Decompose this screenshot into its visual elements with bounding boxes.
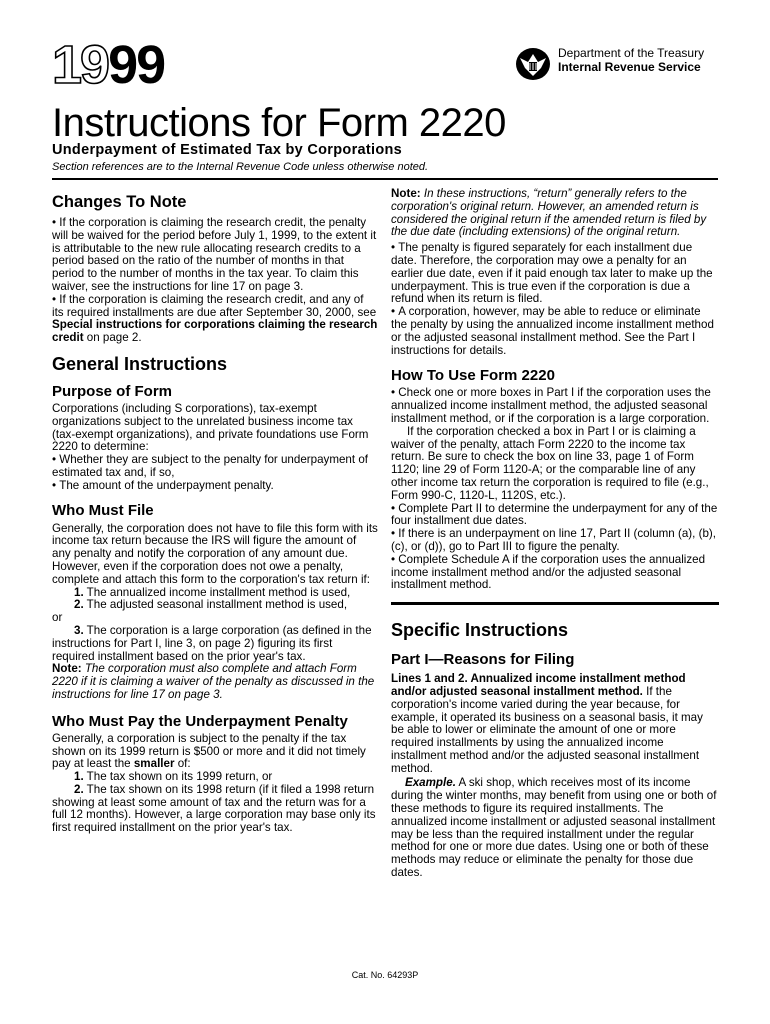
right-column <box>391 188 719 880</box>
who-must-pay-item-2: 2. The tax shown on its 1998 return (if it filed a 1998 return showing at least some amount of tax and the return was for a full 12 months). However, a large corporation may base only its first required installment on the prior year's tax. <box>52 782 376 835</box>
how-to-bullet-4: • Complete Schedule A if the corporation uses the annualized income installment method and/or the adjusted seasonal installment method. <box>391 554 719 592</box>
how-to-bullet-2: • Complete Part II to determine the underpayment for any of the four installment due dates. <box>391 503 719 529</box>
left-column <box>52 188 378 835</box>
who-must-pay-item-1: 1. The tax shown on its 1999 return, or <box>74 770 273 784</box>
how-to-paragraph: If the corporation checked a box in Part I or is claiming a waiver of the penalty, attach Form 2220 to the income tax return. Be sure to check the box on line 33, page 1 of Form 1120; line 29 of Form 1120-A; or the comparable line of any other income tax return the corporation is required to file (e.g., Form 990-C, 1120-L, 1120S, etc.). <box>391 424 709 502</box>
page-subtitle: Underpayment of Estimated Tax by Corporations <box>52 142 403 158</box>
agency-irs: Internal Revenue Service <box>558 60 701 74</box>
section-divider <box>391 602 719 605</box>
purpose-text: Corporations (including S corporations), tax-exempt organizations subject to the unrelated business income tax (tax-exempt organizations), and private foundations use Form 2220 to determine: <box>52 401 369 454</box>
header-divider <box>52 178 718 180</box>
penalty-bullet-1: • The penalty is figured separately for each installment due date. Therefore, the corporation may owe a penalty for an earlier due date, even if it paid enough tax later to make up the underpayment. This is true even if the corporation is due a refund when its return is filed. <box>391 242 719 306</box>
who-must-file-item-1: 1. The annualized income installment method is used, <box>74 585 351 599</box>
purpose-bullet-2: • The amount of the underpayment penalty. <box>52 480 378 493</box>
who-must-file-note: Note: The corporation must also complete and attach Form 2220 if it is claiming a waiver of the penalty as discussed in the instructions for line 17 on page 3. <box>52 662 375 701</box>
catalog-number: Cat. No. 64293P <box>351 970 419 980</box>
purpose-heading: Purpose of Form <box>52 382 173 400</box>
example-text: Example. A ski shop, which receives most of its income during the winter months, may benefit from using one or both of these methods to figure its required installments. The annualized income installment or adjusted seasonal installment may be less than the required installment under the regular method for one or more due dates. Using one or both of these methods may reduce or eliminate the penalty for those due dates. <box>391 776 717 880</box>
who-must-pay-text: Generally, a corporation is subject to the penalty if the tax shown on its 1999 return is $500 or more and it did not timely pay at least the smaller of: <box>52 731 366 771</box>
page-title: Instructions for Form 2220 <box>52 101 506 145</box>
year-bold-digits: 99 <box>108 35 165 95</box>
how-to-bullet-1: • Check one or more boxes in Part I if the corporation uses the annualized income installment method, the adjusted seasonal installment method, or if the corporation is a large corporation. <box>391 387 719 425</box>
form-year <box>52 35 165 95</box>
penalty-bullet-2: • A corporation, however, may be able to reduce or eliminate the penalty by using the annualized income installment method or the adjusted seasonal installment method. See the Part I instructions for details. <box>391 306 719 357</box>
lines-1-2-text: Lines 1 and 2. Annualized income installment method and/or adjusted seasonal installment method. If the corporation's income varied during the year because, for example, it operated its business on a seasonal basis, it may be able to lower or eliminate the amount of one or more required installments by using the annualized income installment method and/or the adjusted seasonal installment method. <box>391 672 703 775</box>
who-must-file-item-2: 2. The adjusted seasonal installment method is used, <box>74 598 348 612</box>
part1-heading: Part I—Reasons for Filing <box>391 651 575 669</box>
who-must-file-text: Generally, the corporation does not have to file this form with its income tax return because the IRS will figure the amount of any penalty and notify the corporation of any amount due. However, even if the corporation does not owe a penalty, complete and attach this form to the corporation's tax return if: <box>52 521 378 586</box>
who-must-file-item-3: 3. The corporation is a large corporation (as defined in the instructions for Part I, line 3, on page 2) figuring its first required installment based on the prior year's tax. <box>52 623 372 663</box>
year-outline-digits: 19 <box>52 35 109 95</box>
purpose-bullet-1: • Whether they are subject to the penalty for underpayment of estimated tax and, if so, <box>52 454 378 480</box>
who-must-pay-heading: Who Must Pay the Underpayment Penalty <box>52 712 348 730</box>
specific-instructions-heading: Specific Instructions <box>391 620 569 641</box>
general-instructions-heading: General Instructions <box>52 353 228 374</box>
irs-eagle-logo-icon <box>514 46 552 82</box>
return-note: Note: In these instructions, “return” generally refers to the corporation's original return. However, an amended return is considered the original return if the amended return is filed by the due date (including extensions) of the original return. <box>391 187 707 239</box>
agency-department: Department of the Treasury <box>558 46 705 60</box>
how-to-use-heading: How To Use Form 2220 <box>391 367 555 385</box>
who-must-file-heading: Who Must File <box>52 501 154 519</box>
section-reference-note: Section references are to the Internal Revenue Code unless otherwise noted. <box>52 161 429 173</box>
changes-bullet-2: • If the corporation is claiming the research credit, and any of its required installments are due after September 30, 2000, see Special instructions for corporations claiming the research credit on page 2. <box>52 294 378 345</box>
agency-block <box>514 46 704 82</box>
how-to-bullet-3: • If there is an underpayment on line 17, Part II (column (a), (b), (c), or (d)), go to Part III to figure the penalty. <box>391 528 719 554</box>
changes-heading: Changes To Note <box>52 193 187 211</box>
who-must-file-or: or <box>52 611 63 625</box>
changes-bullet-1: • If the corporation is claiming the research credit, the penalty will be waived for the period before July 1, 1999, to the extent it is attributable to the new rule allocating research credits to a period based on the ratio of the number of months in that period to the number of months in the tax year. To claim this waiver, see the instructions for line 17 on page 3. <box>52 217 378 294</box>
